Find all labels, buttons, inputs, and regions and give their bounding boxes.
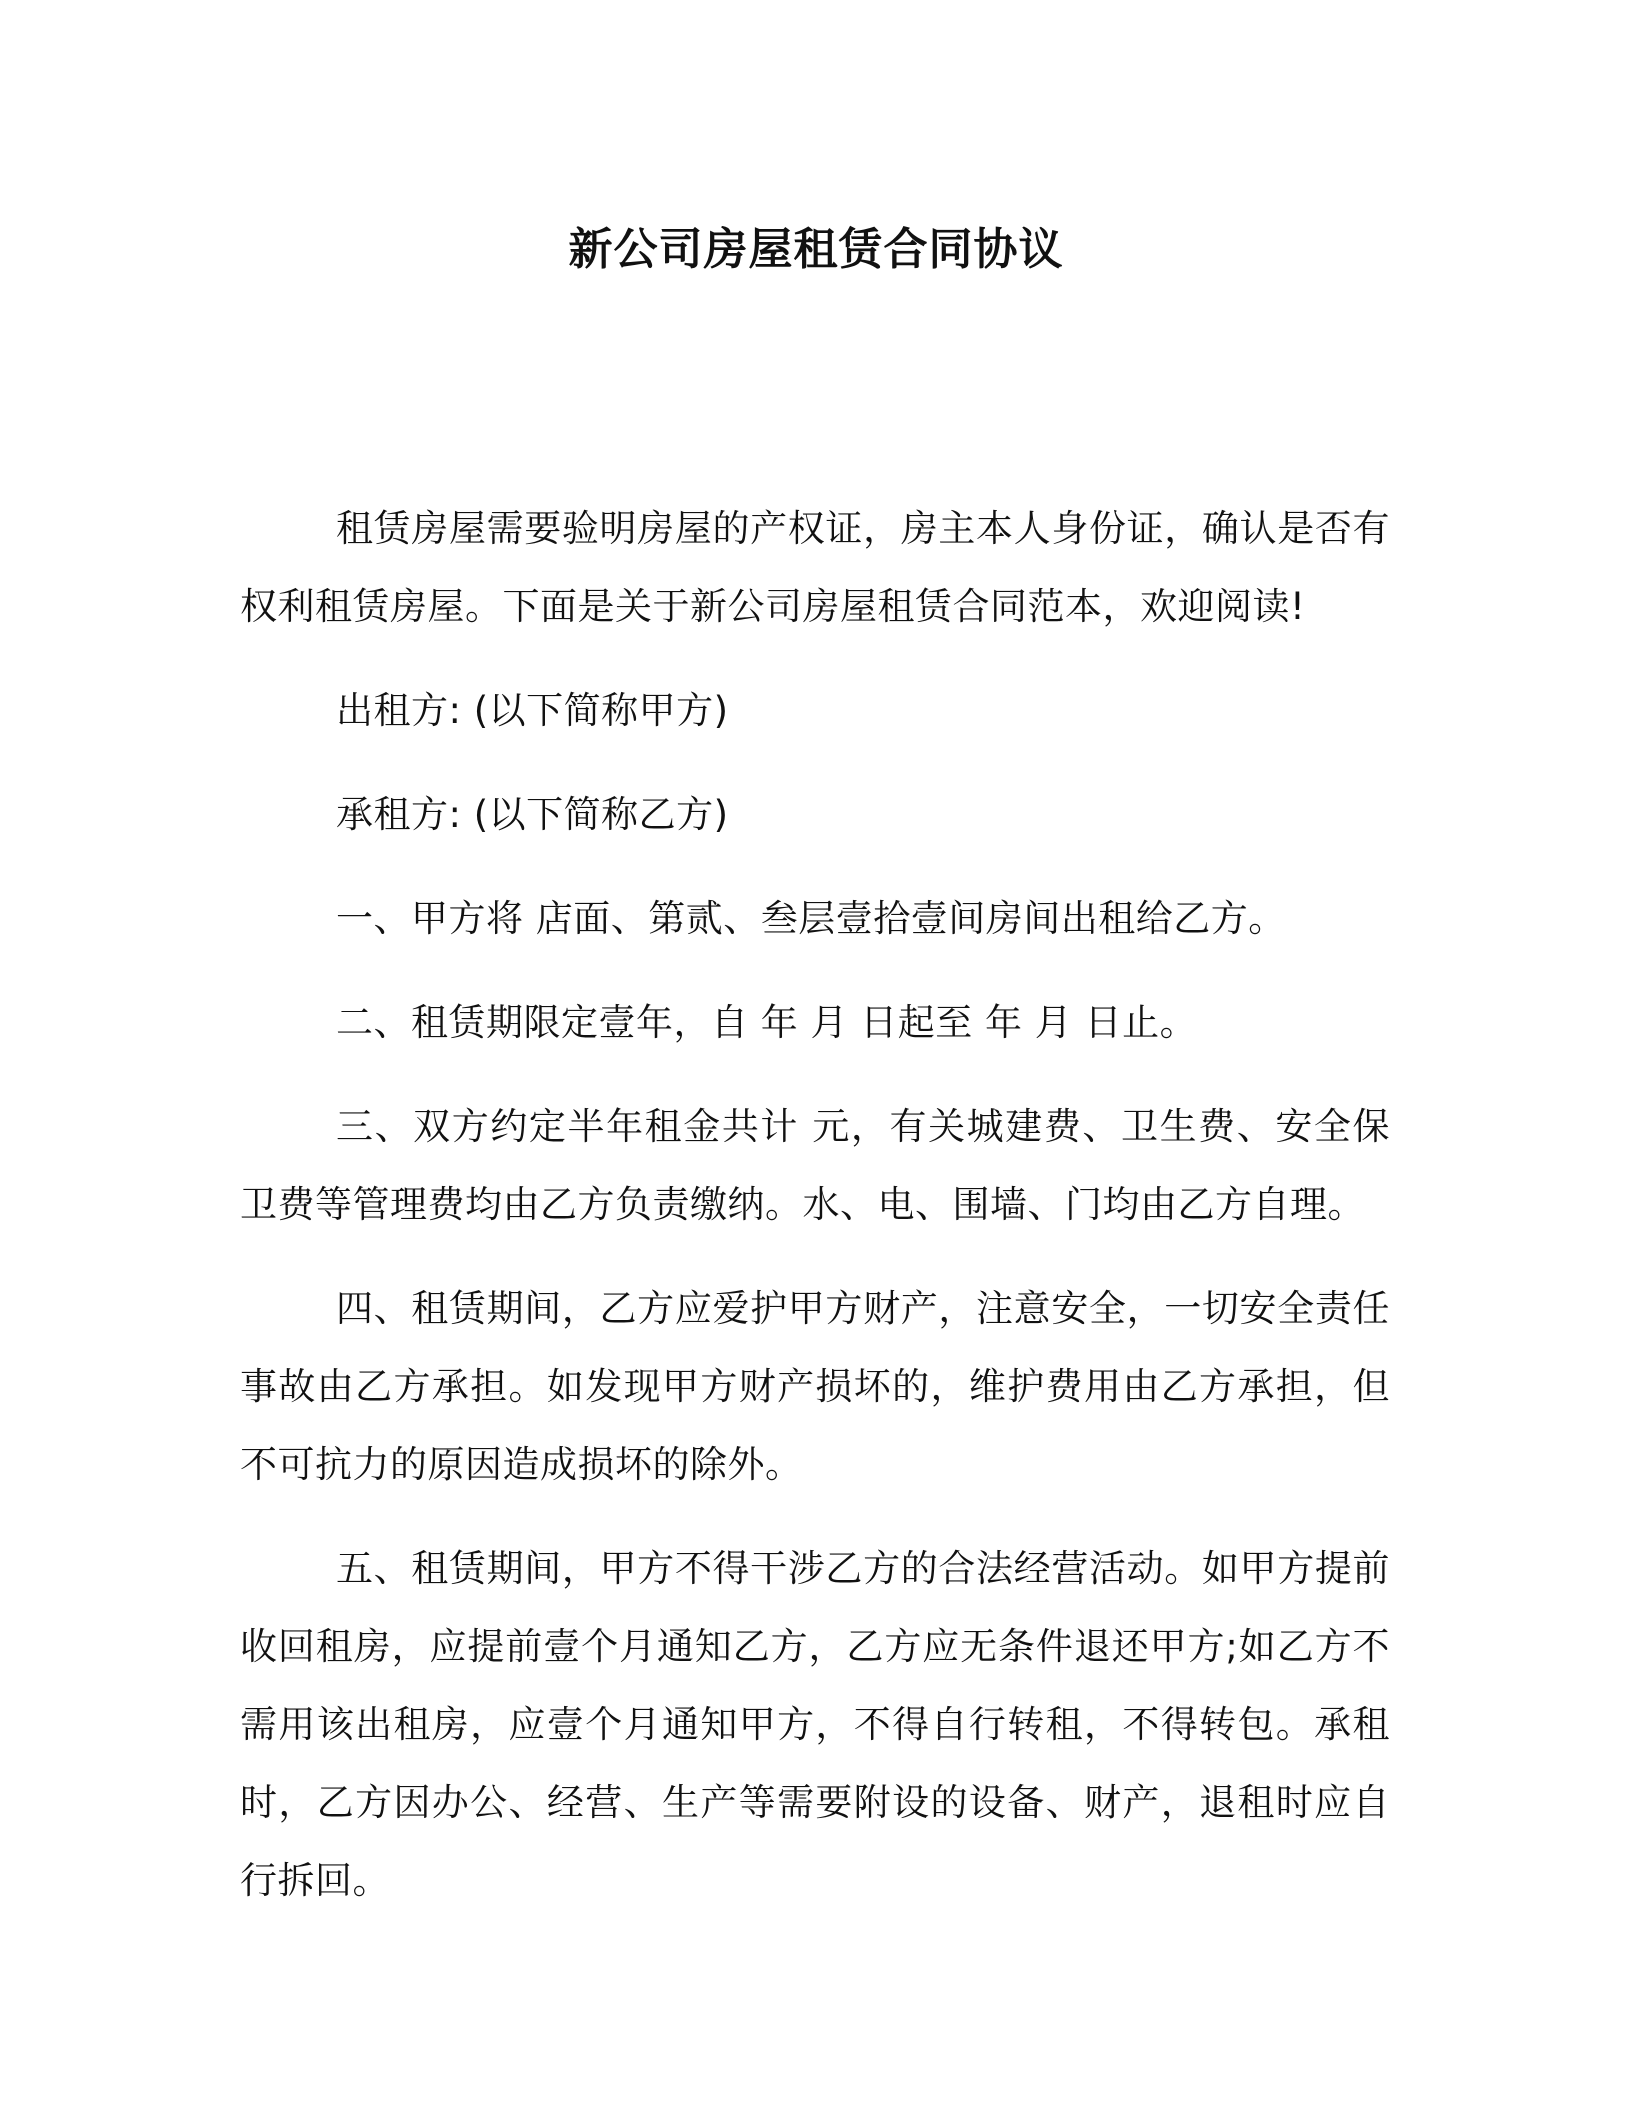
intro-paragraph: 租赁房屋需要验明房屋的产权证，房主本人身份证，确认是否有权利租赁房屋。下面是关于新公司房屋租赁合同范本，欢迎阅读! bbox=[240, 507, 1390, 628]
document-title: 新公司房屋租赁合同协议 bbox=[568, 224, 1064, 275]
clause-5: 五、租赁期间，甲方不得干涉乙方的合法经营活动。如甲方提前收回租房，应提前壹个月通知乙方，乙方应无条件退还甲方;如乙方不需用该出租房，应壹个月通知甲方，不得自行转租，不得转包。承租时，乙方因办公、经营、生产等需要附设的设备、财产，退租时应自行拆回。 bbox=[240, 1547, 1390, 1902]
clause-2: 二、租赁期限定壹年，自 年 月 日起至 年 月 日止。 bbox=[336, 1001, 1198, 1044]
lessee-line: 承租方: (以下简称乙方) bbox=[336, 793, 729, 836]
lessor-line: 出租方: (以下简称甲方) bbox=[336, 689, 729, 732]
clause-4: 四、租赁期间，乙方应爱护甲方财产，注意安全，一切安全责任事故由乙方承担。如发现甲方财产损坏的，维护费用由乙方承担，但不可抗力的原因造成损坏的除外。 bbox=[240, 1287, 1390, 1486]
clause-3: 三、双方约定半年租金共计 元，有关城建费、卫生费、安全保卫费等管理费均由乙方负责缴纳。水、电、围墙、门均由乙方自理。 bbox=[240, 1105, 1390, 1226]
document-body bbox=[240, 490, 1390, 1946]
clause-1: 一、甲方将 店面、第贰、叁层壹拾壹间房间出租给乙方。 bbox=[336, 897, 1286, 940]
